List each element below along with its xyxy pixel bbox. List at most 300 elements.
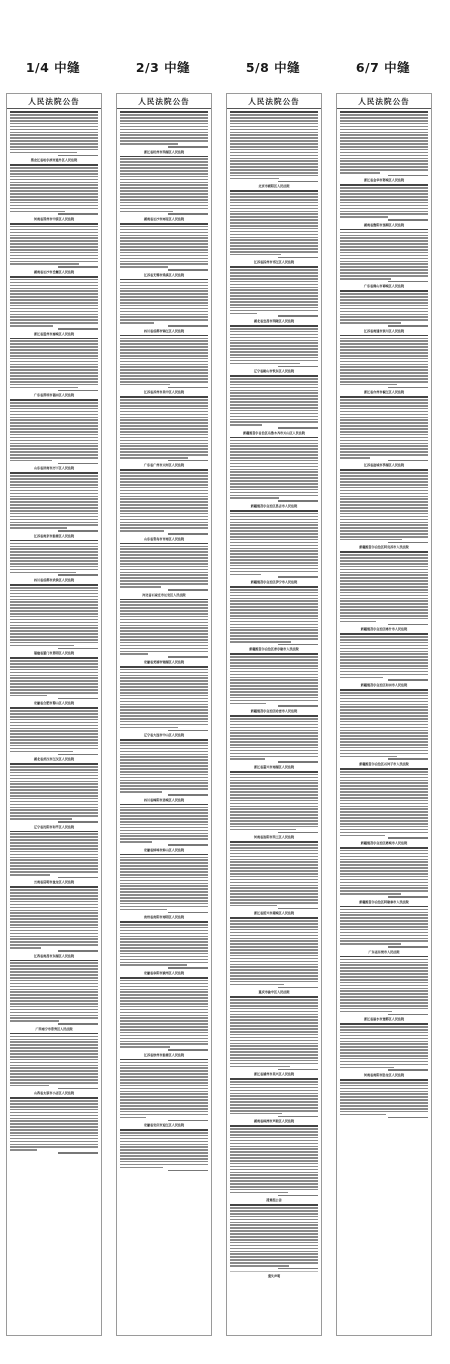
text-line	[230, 1051, 318, 1053]
text-line	[230, 536, 318, 538]
text-line	[230, 923, 318, 925]
text-line	[10, 246, 98, 248]
text-line	[340, 216, 388, 218]
text-line	[230, 1128, 318, 1130]
text-line	[120, 1009, 208, 1011]
text-line	[340, 146, 428, 148]
signature-line	[278, 427, 318, 429]
text-line	[230, 231, 318, 233]
text-line	[10, 742, 98, 744]
court-notice	[230, 1072, 318, 1117]
text-line	[230, 357, 318, 359]
text-line	[120, 434, 208, 436]
text-line	[340, 856, 428, 858]
text-line	[340, 361, 428, 363]
text-line	[230, 785, 318, 787]
text-line	[10, 733, 98, 735]
text-line	[120, 161, 208, 163]
text-line	[120, 187, 208, 189]
signature-line	[278, 644, 318, 646]
text-line	[120, 653, 148, 655]
text-line	[10, 889, 98, 891]
text-line	[230, 1174, 318, 1176]
text-line	[10, 140, 98, 142]
text-line	[230, 137, 318, 139]
text-line	[230, 354, 318, 356]
text-line	[120, 824, 208, 826]
text-line	[120, 513, 208, 515]
text-line	[230, 474, 318, 476]
text-line	[10, 513, 98, 515]
text-line	[230, 492, 318, 494]
text-line	[340, 513, 428, 515]
text-line	[230, 287, 318, 289]
court-notice	[120, 660, 208, 731]
signature-line	[58, 1088, 98, 1090]
text-line	[230, 292, 318, 294]
text-line	[120, 478, 208, 480]
text-line	[10, 448, 98, 450]
text-line	[120, 143, 178, 145]
text-line	[10, 472, 98, 474]
text-line	[10, 437, 98, 439]
text-line	[230, 378, 318, 380]
text-line	[340, 935, 428, 937]
text-line	[230, 780, 318, 782]
text-line	[340, 358, 428, 360]
text-line	[10, 276, 98, 278]
text-line	[120, 1065, 208, 1067]
text-line	[230, 1110, 318, 1112]
text-line	[230, 876, 318, 878]
text-line	[340, 311, 428, 313]
text-line	[230, 395, 318, 397]
text-line	[340, 777, 428, 779]
text-line	[10, 460, 52, 462]
text-line	[10, 285, 98, 287]
text-line	[340, 498, 428, 500]
text-line	[340, 774, 428, 776]
text-line	[230, 996, 318, 998]
court-notice	[230, 990, 318, 1070]
text-line	[340, 249, 428, 251]
signature-line	[278, 181, 318, 183]
text-line	[120, 282, 208, 284]
text-line	[10, 381, 98, 383]
text-line	[10, 1118, 98, 1120]
text-line	[340, 712, 428, 714]
text-line	[230, 298, 318, 300]
text-line	[120, 780, 208, 782]
text-line	[120, 263, 208, 265]
text-line	[10, 237, 98, 239]
text-line	[340, 481, 428, 483]
text-line	[340, 196, 428, 198]
text-line	[120, 827, 208, 829]
text-line	[230, 1034, 318, 1036]
text-line	[340, 338, 428, 340]
text-line	[120, 346, 208, 348]
court-name: 新疆维吾尔自治区哈密市人民法院	[250, 709, 298, 714]
text-line	[120, 1099, 208, 1101]
text-line	[230, 284, 318, 286]
text-line	[230, 635, 318, 637]
text-line	[230, 744, 318, 746]
text-line	[230, 629, 318, 631]
text-line	[340, 1111, 428, 1113]
notice-body-text	[230, 652, 318, 707]
text-line	[10, 196, 98, 198]
text-line	[340, 926, 428, 928]
text-line	[230, 1125, 318, 1127]
text-line	[120, 454, 208, 456]
notice-body-text	[120, 976, 208, 1051]
text-line	[230, 325, 318, 327]
court-name: 江苏省徐州市鼓楼区人民法院	[143, 1052, 185, 1057]
text-line	[340, 443, 428, 445]
text-line	[10, 831, 98, 833]
text-line	[120, 381, 208, 383]
text-line	[340, 1093, 428, 1095]
heading-col-3: 5/8 中缝	[245, 60, 301, 75]
text-line	[120, 1129, 208, 1131]
text-line	[10, 252, 98, 254]
text-line	[230, 1002, 318, 1004]
text-line	[230, 806, 318, 808]
notice-body-text	[10, 538, 98, 576]
text-line	[340, 1064, 428, 1066]
column-body	[227, 109, 321, 1278]
text-line	[230, 1154, 318, 1156]
court-name: 辽宁省大连市中山区人民法院	[143, 733, 185, 738]
text-line	[230, 469, 318, 471]
text-line	[120, 129, 208, 131]
text-line	[120, 451, 208, 453]
text-line	[340, 149, 428, 151]
court-notice	[10, 332, 98, 392]
text-line	[10, 343, 98, 345]
text-line	[230, 1227, 318, 1229]
text-line	[230, 946, 318, 948]
text-line	[120, 1067, 208, 1069]
notice-body-text	[10, 398, 98, 464]
text-line	[120, 1003, 208, 1005]
court-name: 新疆维吾尔自治区乌鲁木齐市天山区人民法院	[243, 430, 305, 435]
signature-line	[58, 698, 98, 700]
text-line	[340, 595, 428, 597]
text-line	[120, 774, 208, 776]
text-line	[230, 1210, 318, 1212]
text-line	[120, 692, 208, 694]
text-line	[120, 1015, 208, 1017]
text-line	[340, 615, 428, 617]
text-line	[340, 378, 428, 380]
court-name: 浙江省温州市鹿城区人民法院	[33, 331, 75, 336]
text-line	[230, 489, 318, 491]
text-line	[340, 504, 428, 506]
text-line	[120, 137, 208, 139]
text-line	[230, 251, 318, 253]
text-line	[10, 795, 98, 797]
text-line	[120, 964, 187, 966]
text-line	[340, 405, 428, 407]
text-line	[340, 143, 428, 145]
text-line	[230, 205, 318, 207]
text-line	[10, 179, 98, 181]
text-line	[340, 533, 428, 535]
text-line	[10, 686, 98, 688]
text-line	[230, 885, 318, 887]
text-line	[230, 841, 318, 843]
text-line	[120, 768, 208, 770]
text-line	[120, 308, 208, 310]
text-line	[230, 242, 318, 244]
text-line	[10, 316, 98, 318]
notice-body-text	[120, 395, 208, 461]
text-line	[230, 890, 318, 892]
text-line	[10, 543, 98, 545]
text-line	[340, 340, 428, 342]
text-line	[230, 1005, 318, 1007]
text-line	[120, 991, 208, 993]
text-line	[10, 434, 98, 436]
text-line	[10, 778, 98, 780]
text-line	[120, 1132, 208, 1134]
text-line	[340, 674, 428, 676]
text-line	[340, 996, 428, 998]
text-line	[230, 545, 318, 547]
text-line	[340, 566, 428, 568]
text-line	[10, 627, 98, 629]
text-line	[230, 870, 318, 872]
text-line	[340, 434, 428, 436]
text-line	[340, 859, 428, 861]
text-line	[230, 932, 318, 934]
text-line	[230, 234, 318, 236]
signature-line	[388, 542, 428, 544]
text-line	[10, 152, 77, 154]
text-line	[10, 1053, 98, 1055]
text-line	[230, 700, 318, 702]
text-line	[340, 873, 428, 875]
notice-body-text	[340, 468, 428, 543]
text-line	[340, 829, 428, 831]
text-line	[10, 243, 98, 245]
text-line	[230, 443, 318, 445]
text-line	[230, 668, 318, 670]
signature-line	[168, 844, 208, 846]
text-line	[10, 924, 98, 926]
text-line	[10, 319, 98, 321]
text-line	[230, 797, 318, 799]
text-line	[120, 1093, 208, 1095]
court-notice	[120, 593, 208, 658]
notice-body-text	[340, 183, 428, 221]
text-line	[120, 1006, 208, 1008]
text-line	[10, 616, 98, 618]
text-line	[10, 610, 98, 612]
text-line	[230, 574, 261, 576]
signature-line	[388, 946, 428, 948]
text-line	[230, 160, 318, 162]
text-line	[230, 741, 318, 743]
court-notice	[230, 319, 318, 367]
text-line	[230, 685, 318, 687]
text-line	[230, 940, 318, 942]
text-line	[230, 1213, 318, 1215]
notice-body-text	[10, 656, 98, 699]
text-line	[120, 311, 208, 313]
text-line	[10, 454, 98, 456]
text-line	[120, 724, 208, 726]
text-line	[230, 1265, 289, 1267]
court-notice	[10, 825, 98, 879]
text-line	[10, 1106, 98, 1108]
text-line	[120, 314, 208, 316]
text-line	[230, 859, 318, 861]
text-line	[120, 672, 208, 674]
court-name: 广东省广州市天河区人民法院	[143, 463, 185, 468]
text-line	[10, 1126, 98, 1128]
text-line	[230, 738, 318, 740]
text-line	[120, 120, 208, 122]
text-line	[10, 557, 98, 559]
text-line	[10, 845, 98, 847]
notice-body-text	[10, 1096, 98, 1154]
text-line	[340, 940, 428, 942]
text-line	[120, 355, 208, 357]
text-line	[120, 338, 208, 340]
notice-body-text	[120, 665, 208, 731]
notice-body-text	[340, 289, 428, 327]
text-line	[230, 337, 318, 339]
text-line	[120, 335, 208, 337]
text-line	[10, 551, 98, 553]
text-line	[230, 853, 318, 855]
text-line	[230, 677, 318, 679]
text-line	[340, 917, 428, 919]
text-line	[230, 727, 318, 729]
text-line	[10, 772, 98, 774]
court-notice	[120, 1053, 208, 1121]
text-line	[10, 938, 98, 940]
text-line	[340, 665, 428, 667]
text-line	[120, 516, 208, 518]
text-line	[230, 935, 318, 937]
signature-line	[168, 794, 208, 796]
text-line	[10, 516, 98, 518]
text-line	[10, 240, 98, 242]
text-line	[10, 892, 98, 894]
notice-body-text	[120, 333, 208, 388]
court-name: 湖北省武汉市江汉区人民法院	[33, 757, 75, 762]
signature-line	[388, 175, 428, 177]
court-name: 浙江省杭州市西湖区人民法院	[143, 149, 185, 154]
notice-column-4	[336, 93, 432, 1336]
text-line	[10, 675, 98, 677]
text-line	[230, 524, 318, 526]
signature-line	[58, 266, 98, 268]
notice-body-text	[230, 1203, 318, 1269]
text-line	[10, 642, 98, 644]
text-line	[340, 771, 428, 773]
court-name: 安徽省阜阳市颍州区人民法院	[143, 970, 185, 975]
notice-body-text	[230, 509, 318, 578]
text-line	[10, 1009, 98, 1011]
text-line	[340, 554, 428, 556]
text-line	[10, 1003, 98, 1005]
text-line	[230, 1183, 318, 1185]
text-line	[340, 478, 428, 480]
text-line	[10, 730, 98, 732]
court-name: 辽宁省鞍山市铁东区人民法院	[253, 369, 295, 374]
text-line	[120, 607, 208, 609]
text-line	[340, 750, 428, 752]
text-line	[10, 487, 98, 489]
text-line	[120, 868, 208, 870]
text-line	[340, 794, 428, 796]
text-line	[10, 739, 98, 741]
text-line	[120, 190, 208, 192]
text-line	[340, 516, 428, 518]
text-line	[120, 419, 208, 421]
signature-line	[58, 463, 98, 465]
text-line	[230, 615, 318, 617]
text-line	[10, 223, 98, 225]
text-line	[340, 1011, 392, 1013]
text-line	[340, 114, 428, 116]
text-line	[120, 580, 208, 582]
text-line	[10, 997, 98, 999]
text-line	[120, 296, 208, 298]
text-line	[120, 343, 208, 345]
text-line	[230, 943, 318, 945]
text-line	[230, 178, 279, 180]
text-line	[10, 683, 98, 685]
text-line	[10, 384, 98, 386]
text-line	[10, 1039, 98, 1041]
notice-body-text	[120, 222, 208, 271]
text-line	[230, 1131, 318, 1133]
text-line	[230, 1078, 318, 1080]
text-line	[340, 800, 428, 802]
text-line	[230, 1192, 288, 1194]
text-line	[10, 546, 98, 548]
court-notice	[10, 701, 98, 755]
text-line	[230, 1014, 318, 1016]
text-line	[340, 557, 428, 559]
text-line	[120, 645, 208, 647]
text-line	[230, 342, 318, 344]
text-line	[120, 1114, 208, 1116]
text-line	[230, 562, 318, 564]
text-line	[340, 213, 428, 215]
text-line	[120, 715, 208, 717]
text-line	[120, 989, 208, 991]
text-line	[230, 867, 318, 869]
text-line	[10, 689, 98, 691]
text-line	[230, 530, 318, 532]
text-line	[10, 904, 98, 906]
court-name: 新疆维吾尔自治区石河子市人民法院	[359, 762, 409, 767]
notice-body-text	[340, 1078, 428, 1118]
text-line	[10, 871, 98, 873]
text-line	[340, 727, 428, 729]
text-line	[10, 263, 79, 265]
text-line	[120, 604, 208, 606]
text-line	[120, 1041, 208, 1043]
court-notice	[230, 1198, 318, 1269]
